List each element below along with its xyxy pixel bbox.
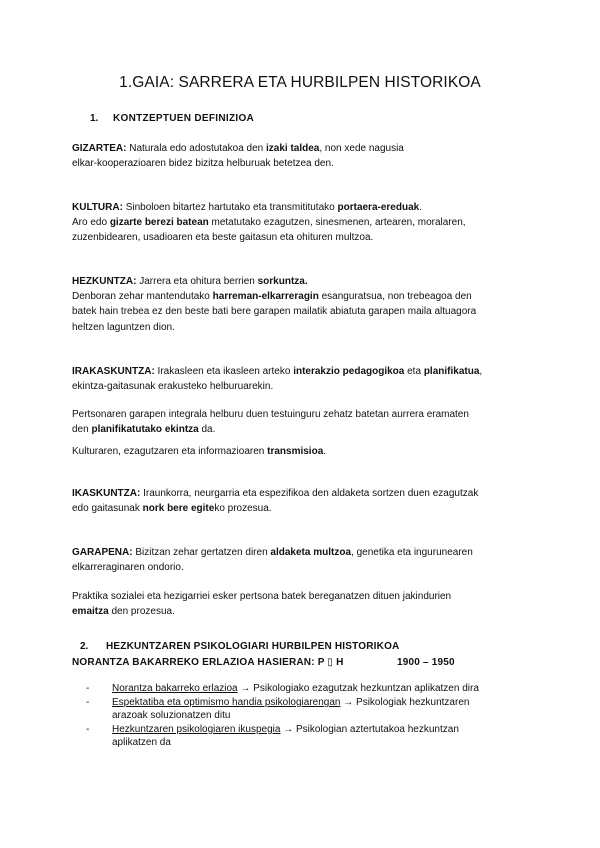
bold-text: nork bere egite <box>142 503 215 515</box>
text: → Psikologian aztertutakoa hezkuntzan <box>280 724 459 735</box>
bold-text: izaki taldea <box>266 143 320 154</box>
definition-term: HEZKUNTZA: <box>72 276 137 287</box>
bold-text: emaitza <box>72 606 109 618</box>
definition-line <box>72 501 542 516</box>
definition-ikaskuntza <box>72 486 542 516</box>
bold-text: planifikatutako ekintza <box>91 424 199 436</box>
definition-line <box>72 274 542 289</box>
definition-line <box>72 486 542 501</box>
text: , <box>479 366 483 377</box>
text: da. <box>198 424 216 436</box>
bold-text: sorkuntza. <box>257 276 308 287</box>
list-item <box>86 682 556 695</box>
definition-hezkuntza <box>72 274 542 335</box>
text: , non xede nagusia <box>319 143 404 154</box>
definition-line: ekintza-gaitasunak erakusteko helburuarekin. <box>72 381 274 393</box>
dash-bullet: - <box>86 697 90 708</box>
definition-line: Praktika sozialei eta hezigarriei esker pertsona batek bereganatzen dituen jakindurien <box>72 591 452 602</box>
text: Irakasleen eta ikasleen arteko <box>154 366 294 377</box>
definition-line <box>72 215 542 230</box>
garapena-paragraph-2 <box>72 589 542 619</box>
text: metatutako ezagutzen, sinesmenen, artearen, moralaren, <box>208 217 466 229</box>
section-2-subheading <box>72 657 455 668</box>
definition-line: zuzenbidearen, usadioaren eta beste gaitasun eta ohituren multzoa. <box>72 232 374 244</box>
definition-term: GARAPENA: <box>72 547 133 558</box>
bold-text: portaera-ereduak <box>337 202 420 213</box>
definition-line <box>72 545 542 560</box>
bold-text: planifikatua <box>423 366 480 377</box>
definition-kultura <box>72 200 542 246</box>
definition-line: batek hain trebea ez den beste bati bere garapen mailatik abiatuta garapen maila altuagora <box>72 306 477 318</box>
year-range: 1900 – 1950 <box>397 657 455 668</box>
text: Jarrera eta ohitura berrien <box>136 276 258 287</box>
text: edo gaitasunak <box>72 503 143 515</box>
subheading-text: NORANTZA BAKARREKO ERLAZIOA HASIERAN: P ▯ H <box>72 657 344 668</box>
document-title: 1.GAIA: SARRERA ETA HURBILPEN HISTORIKOA <box>119 74 481 91</box>
underlined-text: Espektatiba eta optimismo handia psikologiarengan <box>112 697 341 708</box>
text: aplikatzen da <box>112 737 171 748</box>
underlined-text: Norantza bakarreko erlazioa <box>112 683 238 694</box>
list-item <box>86 696 556 722</box>
definition-gizartea <box>72 141 542 171</box>
definition-line <box>72 200 542 215</box>
text: → Psikologiako ezagutzak hezkuntzan aplikatzen dira <box>237 683 479 694</box>
text: Aro edo <box>72 217 110 229</box>
section-label: KONTZEPTUEN DEFINIZIOA <box>113 113 255 124</box>
definition-line: elkarreraginaren ondorio. <box>72 562 184 574</box>
section-number: 2. <box>80 641 89 652</box>
text: den prozesua. <box>108 606 175 618</box>
bullet-list <box>86 682 556 750</box>
definition-line <box>72 444 542 459</box>
text: → Psikologiak hezkuntzaren <box>340 697 470 708</box>
text: Bizitzan zehar gertatzen diren <box>132 547 271 558</box>
dash-bullet: - <box>86 683 90 694</box>
definition-term: GIZARTEA: <box>72 143 127 154</box>
bold-text: aldaketa multzoa <box>270 547 352 558</box>
definition-irakaskuntza <box>72 364 542 394</box>
definition-term: IKASKUNTZA: <box>72 488 141 499</box>
irakaskuntza-paragraph-3 <box>72 444 542 459</box>
underlined-text: Hezkuntzaren psikologiaren ikuspegia <box>112 724 281 735</box>
text: ko prozesua. <box>214 503 272 515</box>
text: arazoak soluzionatzen ditu <box>112 710 231 721</box>
definition-line: heltzen laguntzen dion. <box>72 321 175 333</box>
bold-text: transmisioa <box>267 446 324 457</box>
definition-line: Pertsonaren garapen integrala helburu duen testuinguru zehatz batetan aurrera eramaten <box>72 409 469 420</box>
text: Naturala edo adostutakoa den <box>126 143 266 154</box>
definition-garapena <box>72 545 542 575</box>
text: esanguratsua, non trebeagoa den <box>318 291 472 303</box>
bold-text: interakzio pedagogikoa <box>293 366 405 377</box>
text: Kulturaren, ezagutzaren eta informazioaren <box>72 446 268 457</box>
text: Iraunkorra, neurgarria eta espezifikoa den aldaketa sortzen duen ezagutzak <box>140 488 479 499</box>
definition-line <box>72 604 542 619</box>
definition-line <box>72 364 542 379</box>
dash-bullet: - <box>86 724 90 735</box>
list-item <box>86 723 556 749</box>
text: Sinboloen bitartez hartutako eta transmititutako <box>122 202 338 213</box>
text: den <box>72 424 92 436</box>
text: , genetika eta ingurunearen <box>351 547 473 558</box>
text: Denboran zehar mantendutako <box>72 291 213 303</box>
definition-term: KULTURA: <box>72 202 123 213</box>
text: . <box>419 202 422 213</box>
definition-line <box>72 141 542 156</box>
bold-text: gizarte berezi batean <box>109 217 209 229</box>
bold-text: harreman-elkarreragin <box>212 291 319 303</box>
text: eta <box>404 366 424 377</box>
irakaskuntza-paragraph-2 <box>72 407 542 437</box>
text: . <box>323 446 327 457</box>
definition-line <box>72 422 542 437</box>
section-label: HEZKUNTZAREN PSIKOLOGIARI HURBILPEN HISTORIKOA <box>106 641 400 652</box>
definition-term: IRAKASKUNTZA: <box>72 366 155 377</box>
definition-line <box>72 289 542 304</box>
definition-line: elkar-kooperazioaren bidez bizitza helburuak betetzea den. <box>72 158 334 170</box>
section-number: 1. <box>90 113 99 124</box>
